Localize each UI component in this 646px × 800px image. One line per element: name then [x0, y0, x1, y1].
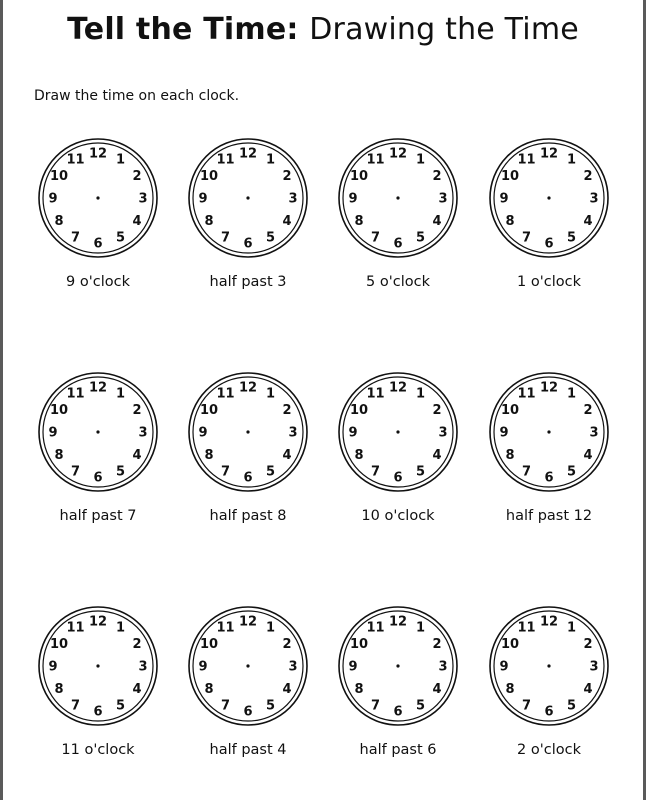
clock-number-3: 3 [438, 191, 448, 207]
clock-number-10: 10 [49, 403, 69, 418]
clock-number-2: 2 [432, 169, 442, 184]
clock-number-8: 8 [204, 448, 214, 463]
clock-number-1: 1 [415, 386, 426, 402]
clock-center-dot [96, 196, 99, 199]
clock-number-3: 3 [288, 659, 298, 675]
clock-item [328, 136, 468, 306]
clock-number-12: 12 [238, 380, 258, 396]
clock-face[interactable] [333, 370, 463, 500]
clock-number-1: 1 [415, 152, 426, 168]
clock-number-12: 12 [238, 614, 258, 630]
clock-number-5: 5 [415, 230, 426, 246]
clock-number-7: 7 [70, 230, 81, 246]
clock-number-6: 6 [544, 470, 554, 486]
clock-number-11: 11 [216, 620, 235, 636]
clock-number-2: 2 [432, 403, 442, 418]
clock-number-7: 7 [70, 698, 81, 714]
clock-number-2: 2 [282, 637, 292, 652]
clock-label: 1 o'clock [517, 274, 581, 290]
clock-number-5: 5 [566, 698, 577, 714]
title-sub: Drawing the Time [309, 12, 579, 47]
clock-number-12: 12 [539, 146, 559, 162]
clock-number-2: 2 [132, 637, 142, 652]
clock-number-6: 6 [93, 236, 103, 252]
clock-number-4: 4 [583, 214, 593, 229]
clock-number-1: 1 [265, 386, 276, 402]
clock-number-12: 12 [88, 146, 108, 162]
clock-number-6: 6 [393, 704, 403, 720]
clock-number-4: 4 [132, 214, 142, 229]
clock-number-11: 11 [517, 152, 536, 168]
clock-number-8: 8 [354, 214, 364, 229]
clock-number-9: 9 [48, 425, 58, 441]
clock-center-dot [547, 430, 550, 433]
clock-center-dot [246, 430, 249, 433]
page-edge-left [0, 0, 3, 800]
clock-number-7: 7 [370, 698, 381, 714]
clock-number-7: 7 [220, 698, 231, 714]
clock-label: 11 o'clock [61, 742, 135, 758]
clock-number-8: 8 [354, 682, 364, 697]
clock-number-5: 5 [115, 464, 126, 480]
clock-label: half past 12 [505, 508, 593, 524]
clock-label: half past 6 [359, 742, 437, 758]
clock-number-8: 8 [54, 682, 64, 697]
clock-number-8: 8 [505, 214, 515, 229]
clock-number-2: 2 [432, 637, 442, 652]
clock-number-12: 12 [88, 380, 108, 396]
clock-number-10: 10 [500, 637, 520, 652]
clock-number-8: 8 [354, 448, 364, 463]
page-title [0, 12, 646, 47]
clock-number-10: 10 [199, 637, 219, 652]
clock-number-7: 7 [370, 230, 381, 246]
clock-center-dot [547, 664, 550, 667]
clock-item [178, 370, 318, 540]
clock-number-1: 1 [115, 386, 126, 402]
clock-face[interactable] [484, 370, 614, 500]
clock-item [28, 136, 168, 306]
clock-number-2: 2 [583, 637, 593, 652]
clock-number-11: 11 [366, 152, 385, 168]
clock-center-dot [96, 664, 99, 667]
clock-number-2: 2 [132, 403, 142, 418]
clock-number-10: 10 [500, 403, 520, 418]
clock-number-12: 12 [88, 614, 108, 630]
clock-number-4: 4 [432, 448, 442, 463]
clock-center-dot [396, 664, 399, 667]
clock-label: 5 o'clock [366, 274, 430, 290]
clock-number-10: 10 [49, 637, 69, 652]
clock-number-3: 3 [589, 191, 599, 207]
clock-number-11: 11 [366, 386, 385, 402]
clock-number-7: 7 [521, 230, 532, 246]
clock-number-5: 5 [115, 230, 126, 246]
clock-number-8: 8 [505, 682, 515, 697]
clock-number-5: 5 [566, 464, 577, 480]
clock-number-9: 9 [499, 425, 509, 441]
clock-number-1: 1 [566, 152, 577, 168]
clock-item [28, 370, 168, 540]
clock-number-10: 10 [199, 403, 219, 418]
clock-number-6: 6 [243, 470, 253, 486]
clock-number-5: 5 [566, 230, 577, 246]
clock-label: 9 o'clock [66, 274, 130, 290]
clock-number-10: 10 [349, 403, 369, 418]
clock-number-9: 9 [499, 659, 509, 675]
clock-number-6: 6 [544, 704, 554, 720]
clock-item [479, 604, 619, 774]
clock-face[interactable] [183, 370, 313, 500]
clock-number-1: 1 [415, 620, 426, 636]
clock-number-6: 6 [243, 704, 253, 720]
clock-number-9: 9 [198, 191, 208, 207]
clock-item [28, 604, 168, 774]
clock-item [479, 136, 619, 306]
clock-number-11: 11 [216, 386, 235, 402]
clock-number-2: 2 [282, 403, 292, 418]
clock-number-5: 5 [115, 698, 126, 714]
clock-number-11: 11 [366, 620, 385, 636]
clock-face[interactable] [484, 136, 614, 266]
clock-item [178, 604, 318, 774]
clock-center-dot [396, 196, 399, 199]
clock-face[interactable] [33, 370, 163, 500]
clock-number-8: 8 [54, 448, 64, 463]
clock-number-2: 2 [583, 169, 593, 184]
clock-number-6: 6 [243, 236, 253, 252]
clock-number-9: 9 [348, 191, 358, 207]
clock-center-dot [96, 430, 99, 433]
title-main: Tell the Time: [67, 12, 299, 47]
clock-number-4: 4 [583, 448, 593, 463]
clock-label: 2 o'clock [517, 742, 581, 758]
clock-number-3: 3 [438, 659, 448, 675]
clock-number-8: 8 [54, 214, 64, 229]
clock-number-1: 1 [265, 152, 276, 168]
clock-face[interactable] [484, 604, 614, 734]
clock-number-12: 12 [388, 380, 408, 396]
clock-number-9: 9 [198, 425, 208, 441]
clock-number-8: 8 [505, 448, 515, 463]
clock-number-12: 12 [539, 614, 559, 630]
clock-face[interactable] [333, 136, 463, 266]
clock-number-7: 7 [70, 464, 81, 480]
clock-label: half past 4 [209, 742, 287, 758]
clock-number-3: 3 [438, 425, 448, 441]
clock-number-1: 1 [265, 620, 276, 636]
clock-number-7: 7 [521, 464, 532, 480]
clock-number-7: 7 [521, 698, 532, 714]
clock-number-4: 4 [432, 214, 442, 229]
clock-number-6: 6 [93, 470, 103, 486]
clock-number-3: 3 [138, 659, 148, 675]
clock-number-6: 6 [93, 704, 103, 720]
clock-number-8: 8 [204, 214, 214, 229]
clock-number-10: 10 [500, 169, 520, 184]
clock-number-11: 11 [66, 386, 85, 402]
clock-number-3: 3 [589, 425, 599, 441]
clock-number-7: 7 [220, 230, 231, 246]
clock-number-7: 7 [370, 464, 381, 480]
clock-number-12: 12 [388, 146, 408, 162]
clock-number-5: 5 [415, 464, 426, 480]
clock-number-4: 4 [282, 682, 292, 697]
clock-face[interactable] [33, 604, 163, 734]
clock-number-9: 9 [348, 659, 358, 675]
clock-number-12: 12 [238, 146, 258, 162]
clock-number-4: 4 [432, 682, 442, 697]
clock-number-5: 5 [415, 698, 426, 714]
clock-number-4: 4 [583, 682, 593, 697]
clock-number-9: 9 [48, 191, 58, 207]
clock-face[interactable] [183, 604, 313, 734]
clock-label: half past 7 [59, 508, 137, 524]
clock-number-6: 6 [393, 236, 403, 252]
clock-number-5: 5 [265, 230, 276, 246]
clock-number-2: 2 [132, 169, 142, 184]
clock-number-10: 10 [199, 169, 219, 184]
clock-face[interactable] [333, 604, 463, 734]
clock-item [328, 370, 468, 540]
clock-number-9: 9 [48, 659, 58, 675]
clock-number-8: 8 [204, 682, 214, 697]
clock-center-dot [246, 196, 249, 199]
clock-number-1: 1 [115, 620, 126, 636]
clock-number-9: 9 [348, 425, 358, 441]
clock-number-2: 2 [583, 403, 593, 418]
clock-number-11: 11 [66, 152, 85, 168]
instructions: Draw the time on each clock. [34, 88, 240, 104]
clock-number-9: 9 [198, 659, 208, 675]
clock-number-6: 6 [544, 236, 554, 252]
clock-number-10: 10 [349, 637, 369, 652]
clock-number-2: 2 [282, 169, 292, 184]
clock-number-10: 10 [349, 169, 369, 184]
clock-number-3: 3 [589, 659, 599, 675]
clock-item [479, 370, 619, 540]
clock-number-1: 1 [566, 620, 577, 636]
clock-number-4: 4 [132, 448, 142, 463]
clock-number-4: 4 [132, 682, 142, 697]
clock-number-11: 11 [517, 386, 536, 402]
clock-number-12: 12 [539, 380, 559, 396]
clock-number-1: 1 [566, 386, 577, 402]
clock-number-10: 10 [49, 169, 69, 184]
clock-number-9: 9 [499, 191, 509, 207]
clock-label: half past 3 [209, 274, 287, 290]
clock-number-11: 11 [216, 152, 235, 168]
clock-number-3: 3 [138, 425, 148, 441]
clock-number-3: 3 [288, 191, 298, 207]
clock-item [328, 604, 468, 774]
clock-face[interactable] [183, 136, 313, 266]
clock-center-dot [246, 664, 249, 667]
clock-item [178, 136, 318, 306]
clock-number-12: 12 [388, 614, 408, 630]
clock-number-3: 3 [138, 191, 148, 207]
clock-center-dot [547, 196, 550, 199]
clock-number-3: 3 [288, 425, 298, 441]
clock-number-4: 4 [282, 214, 292, 229]
clock-label: 10 o'clock [361, 508, 435, 524]
clock-number-11: 11 [517, 620, 536, 636]
clock-number-4: 4 [282, 448, 292, 463]
clock-number-6: 6 [393, 470, 403, 486]
clock-number-5: 5 [265, 698, 276, 714]
clock-number-7: 7 [220, 464, 231, 480]
clock-number-11: 11 [66, 620, 85, 636]
clock-label: half past 8 [209, 508, 287, 524]
clock-face[interactable] [33, 136, 163, 266]
clock-center-dot [396, 430, 399, 433]
clock-number-5: 5 [265, 464, 276, 480]
clock-number-1: 1 [115, 152, 126, 168]
